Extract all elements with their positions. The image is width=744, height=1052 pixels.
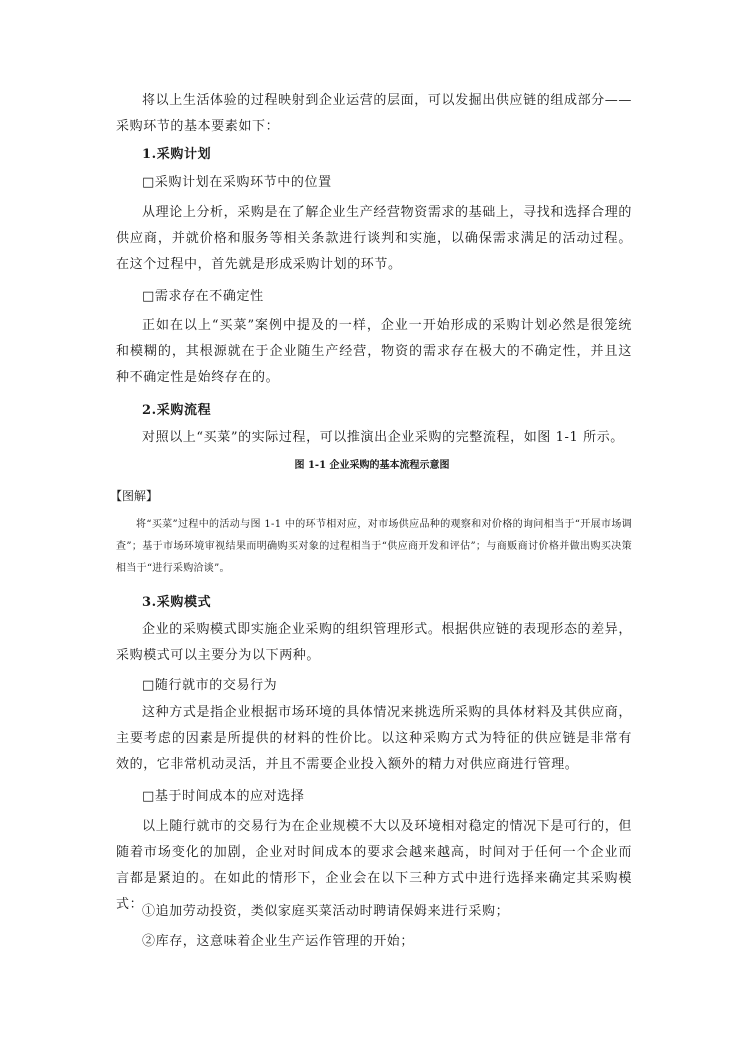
illustration-note-text: 将“买菜”过程中的活动与图 1-1 中的环节相对应，对市场供应品种的观察和对价格的询问相当于“开展市场调查”；基于市场环境审视结果而明确购买对象的过程相当于“供应商开发和评估”；与商贩商讨价格并做出购买决策相当于“进行采购洽谈”。 [116, 519, 632, 574]
list-item-inventory: ②库存，这意味着企业生产运作管理的开始； [142, 934, 415, 949]
illustration-note-label: 【图解】 [110, 489, 159, 503]
list-item-labor-investment: ①追加劳动投资，类似家庭买菜活动时聘请保姆来进行采购； [142, 904, 510, 919]
subheading-market-trading: □随行就市的交易行为 [142, 678, 278, 693]
paragraph-plan-theory: 从理论上分析，采购是在了解企业生产经营物资需求的基础上，寻找和选择合理的供应商，并就价格和服务等相关条款进行谈判和实施，以确保需求满足的活动过程。在这个过程中，首先就是形成采购计划的环节。 [116, 205, 632, 272]
paragraph-mode-intro: 企业的采购模式即实施企业采购的组织管理形式。根据供应链的表现形态的差异，采购模式可以主要分为以下两种。 [116, 622, 632, 663]
section-heading-procurement-mode: 3.采购模式 [142, 595, 212, 610]
intro-paragraph: 将以上生活体验的过程映射到企业运营的层面，可以发掘出供应链的组成部分——采购环节的基本要素如下： [116, 93, 632, 134]
section-heading-procurement-process: 2.采购流程 [142, 403, 212, 418]
subheading-demand-uncertainty: □需求存在不确定性 [142, 289, 264, 304]
paragraph-process-intro: 对照以上“买菜”的实际过程，可以推演出企业采购的完整流程，如图 1-1 所示。 [142, 430, 624, 445]
paragraph-demand-uncertainty: 正如在以上“买菜”案例中提及的一样，企业一开始形成的采购计划必然是很笼统和模糊的，其根源就在于企业随生产经营，物资的需求存在极大的不确定性，并且这种不确定性是始终存在的。 [116, 318, 632, 385]
paragraph-time-cost: 以上随行就市的交易行为在企业规模不大以及环境相对稳定的情况下是可行的，但随着市场变化的加剧，企业对时间成本的要求会越来越高，时间对于任何一个企业而言都是紧迫的。在如此的情形下，企业会在以下三种方式中进行选择来确定其采购模式： [116, 819, 632, 912]
section-heading-procurement-plan: 1.采购计划 [142, 147, 212, 162]
subheading-plan-position: □采购计划在采购环节中的位置 [142, 175, 332, 190]
figure-caption: 图 1-1 企业采购的基本流程示意图 [294, 460, 450, 471]
paragraph-market-trading: 这种方式是指企业根据市场环境的具体情况来挑选所采购的具体材料及其供应商，主要考虑的因素是所提供的材料的性价比。以这种采购方式为特征的供应链是非常有效的，它非常机动灵活，并且不需要企业投入额外的精力对供应商进行管理。 [116, 705, 632, 772]
subheading-time-cost: □基于时间成本的应对选择 [142, 789, 305, 804]
